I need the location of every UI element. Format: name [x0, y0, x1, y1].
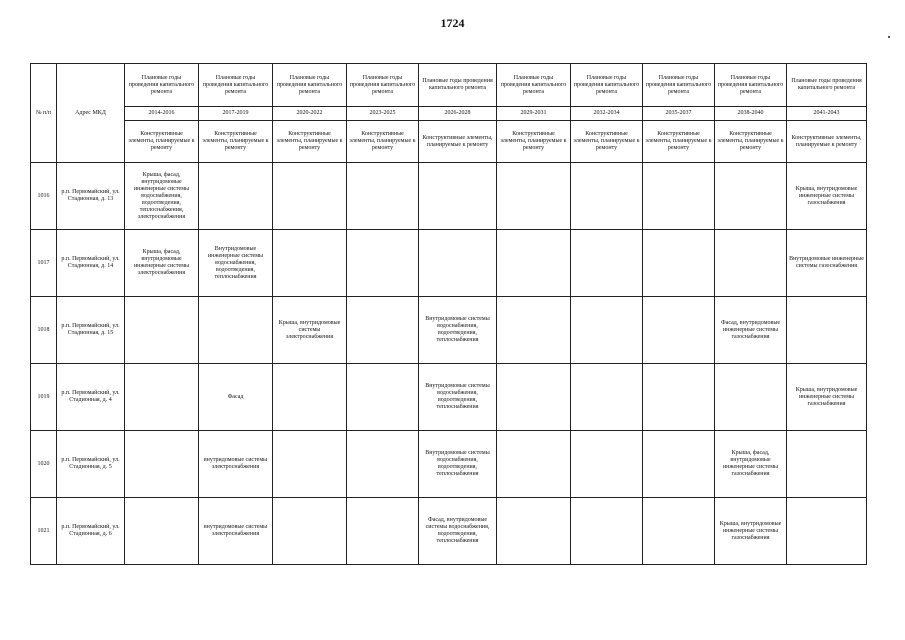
repair-cell: Фасад, внутридомовые инженерные системы газоснабжения: [715, 297, 787, 364]
repair-cell: [643, 297, 715, 364]
period-cell: 2029-2031: [497, 107, 571, 121]
period-cell: 2026-2028: [419, 107, 497, 121]
repair-cell: [643, 431, 715, 498]
row-address: р.п. Первомайский, ул. Стадионная, д. 4: [57, 364, 125, 431]
repair-cell: Крыша, фасад, внутридомовые инженерные системы водоснабжения, водоотведения, теплоснабжения, электроснабжения: [125, 163, 199, 230]
row-number: 1017: [31, 230, 57, 297]
repair-cell: [497, 364, 571, 431]
plan-header: Плановые годы проведения капитального ремонта: [497, 64, 571, 107]
repair-cell: [273, 230, 347, 297]
repair-cell: [347, 163, 419, 230]
plan-header: Плановые годы проведения капитального ремонта: [643, 64, 715, 107]
repair-cell: Фасад: [199, 364, 273, 431]
scan-speck: [888, 36, 890, 38]
subheader-cell: Конструктивные элементы, планируемые к ремонту: [125, 121, 199, 163]
row-number: 1018: [31, 297, 57, 364]
page-number: 1724: [440, 16, 465, 30]
subheader-cell: Конструктивные элементы, планируемые к ремонту: [419, 121, 497, 163]
repair-cell: [125, 364, 199, 431]
subheader-cell: Конструктивные элементы, планируемые к ремонту: [199, 121, 273, 163]
plan-header: Плановые годы проведения капитального ремонта: [571, 64, 643, 107]
row-number: 1020: [31, 431, 57, 498]
repair-cell: Крыша, внутридомовые инженерные системы газоснабжения: [715, 498, 787, 565]
repair-cell: [497, 498, 571, 565]
repair-cell: [643, 230, 715, 297]
repair-cell: [643, 364, 715, 431]
subheader-cell: Конструктивные элементы, планируемые к ремонту: [787, 121, 867, 163]
row-address: р.п. Первомайский, ул. Стадионная, д. 15: [57, 297, 125, 364]
repair-cell: [571, 163, 643, 230]
repair-cell: внутридомовые системы электроснабжения: [199, 431, 273, 498]
subheader-cell: Конструктивные элементы, планируемые к ремонту: [715, 121, 787, 163]
subheader-cell: Конструктивные элементы, планируемые к ремонту: [643, 121, 715, 163]
col-address-header: Адрес МКД: [57, 64, 125, 163]
repair-cell: Внутридомовые инженерные системы водоснабжения, водоотведения, теплоснабжения: [199, 230, 273, 297]
repair-cell: [347, 431, 419, 498]
repair-cell: Крыша, фасад, внутридомовые инженерные системы электроснабжения: [125, 230, 199, 297]
repair-cell: [273, 431, 347, 498]
period-cell: 2014-2016: [125, 107, 199, 121]
period-cell: 2020-2022: [273, 107, 347, 121]
repair-cell: Крыша, внутридомовые инженерные системы газоснабжения: [787, 163, 867, 230]
repair-cell: Крыша, фасад, внутридомовые инженерные системы газоснабжения: [715, 431, 787, 498]
repair-cell: [273, 163, 347, 230]
plan-header-row: [31, 64, 867, 107]
repair-cell: Внутридомовые системы водоснабжения, водоотведения, теплоснабжения: [419, 364, 497, 431]
period-cell: 2038-2040: [715, 107, 787, 121]
row-number: 1021: [31, 498, 57, 565]
repair-cell: [571, 498, 643, 565]
repair-cell: [715, 364, 787, 431]
repair-cell: [347, 364, 419, 431]
repair-cell: [199, 163, 273, 230]
period-cell: 2035-2037: [643, 107, 715, 121]
period-cell: 2041-2043: [787, 107, 867, 121]
repair-cell: [419, 230, 497, 297]
repair-cell: [571, 230, 643, 297]
repair-cell: [419, 163, 497, 230]
capital-repair-table: [30, 63, 867, 565]
plan-header: Плановые годы проведения капитального ремонта: [273, 64, 347, 107]
period-cell: 2023-2025: [347, 107, 419, 121]
repair-cell: [497, 431, 571, 498]
repair-cell: [497, 297, 571, 364]
repair-cell: внутридомовые системы электроснабжения: [199, 498, 273, 565]
repair-cell: Внутридомовые системы водоснабжения, водоотведения, теплоснабжения: [419, 297, 497, 364]
repair-cell: Фасад, внутридомовые системы водоснабжения, водоотведения, теплоснабжения: [419, 498, 497, 565]
repair-cell: [125, 431, 199, 498]
table-row: [31, 498, 867, 565]
col-num-header: № п/п: [31, 64, 57, 163]
row-address: р.п. Первомайский, ул. Стадионная, д. 13: [57, 163, 125, 230]
table-row: [31, 297, 867, 364]
row-number: 1016: [31, 163, 57, 230]
subheader-cell: Конструктивные элементы, планируемые к ремонту: [273, 121, 347, 163]
repair-cell: [497, 230, 571, 297]
repair-cell: Крыша, внутридомовые инженерные системы газоснабжения: [787, 364, 867, 431]
period-cell: 2032-2034: [571, 107, 643, 121]
repair-cell: [347, 498, 419, 565]
repair-cell: [347, 297, 419, 364]
plan-header: Плановые годы проведения капитального ремонта: [125, 64, 199, 107]
repair-cell: [571, 364, 643, 431]
repair-cell: [273, 498, 347, 565]
repair-cell: [571, 431, 643, 498]
repair-cell: [125, 297, 199, 364]
repair-cell: [715, 163, 787, 230]
table-row: [31, 431, 867, 498]
repair-cell: [273, 364, 347, 431]
table-row: [31, 364, 867, 431]
plan-header: Плановые годы проведения капитального ремонта: [787, 64, 867, 107]
period-cell: 2017-2019: [199, 107, 273, 121]
repair-cell: [787, 431, 867, 498]
repair-cell: Крыша, внутридомовые системы электроснабжения: [273, 297, 347, 364]
subheader-row: [31, 121, 867, 163]
repair-cell: [497, 163, 571, 230]
repair-cell: [125, 498, 199, 565]
repair-cell: [787, 297, 867, 364]
repair-cell: [199, 297, 273, 364]
plan-header: Плановые годы проведения капитального ремонта: [199, 64, 273, 107]
table-row: [31, 230, 867, 297]
row-number: 1019: [31, 364, 57, 431]
plan-header: Плановые годы проведения капитального ремонта: [715, 64, 787, 107]
subheader-cell: Конструктивные элементы, планируемые к ремонту: [497, 121, 571, 163]
repair-cell: [643, 163, 715, 230]
repair-cell: [571, 297, 643, 364]
row-address: р.п. Первомайский, ул. Стадионная, д. 5: [57, 431, 125, 498]
repair-cell: [347, 230, 419, 297]
subheader-cell: Конструктивные элементы, планируемые к ремонту: [571, 121, 643, 163]
plan-header: Плановые годы проведения капитального ремонта: [347, 64, 419, 107]
repair-cell: [643, 498, 715, 565]
period-row: [31, 107, 867, 121]
table-row: [31, 163, 867, 230]
subheader-cell: Конструктивные элементы, планируемые к ремонту: [347, 121, 419, 163]
repair-cell: Внутридомовые системы водоснабжения, водоотведения, теплоснабжения: [419, 431, 497, 498]
row-address: р.п. Первомайский, ул. Стадионная, д. 14: [57, 230, 125, 297]
repair-cell: [787, 498, 867, 565]
plan-header: Плановые годы проведения капитального ремонта: [419, 64, 497, 107]
repair-cell: Внутридомовые инженерные системы газоснабжения: [787, 230, 867, 297]
repair-cell: [715, 230, 787, 297]
row-address: р.п. Первомайский, ул. Стадионная, д. 6: [57, 498, 125, 565]
